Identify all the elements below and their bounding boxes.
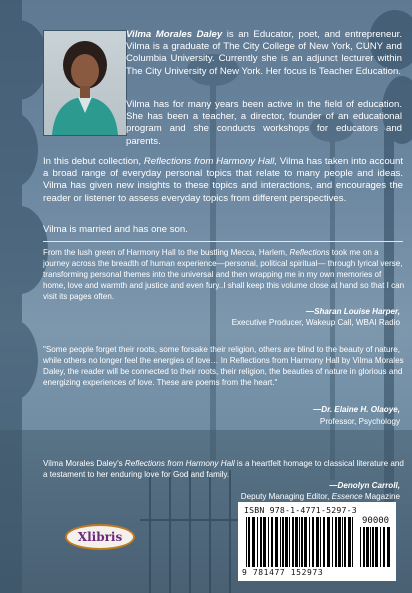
bio-paragraph-4: Vilma is married and has one son. <box>43 224 188 235</box>
review-1-role: Executive Producer, Wakeup Call, WBAI Radio <box>231 318 400 327</box>
bio-intro-text: is an Educator, poet, and entrepreneur. Vilma is a graduate of The City College of New York, CUNY and Columbia University. Currently she is an adjunct lecturer within The City University of New York. Her focus is Teacher Education. <box>126 29 402 77</box>
review-1-author: —Sharan Louise Harper, <box>305 307 400 316</box>
barcode-bars <box>246 517 356 567</box>
isbn-barcode <box>238 502 396 581</box>
review-1-title: Reflections <box>289 248 330 257</box>
publisher-logo: Xlibris <box>65 524 135 550</box>
price-barcode-bars <box>360 527 392 567</box>
review-1-end: took me on a journey across the breadth of human experience—personal, political spiritual— through lyrical verse, transforming personal themes into the universal and then wrapping me in my own memories of home, love and warmth and justice and even fury..I shall keep this volume close at hand so that I can visit its pages often. <box>43 248 405 301</box>
review-1-start: From the lush green of Harmony Hall to the bustling Mecca, Harlem, <box>43 248 290 257</box>
bio-paragraph-2: Vilma has for many years been active in the field of education. She has been a teacher, a director, founder of an educational program and she conducts workshops for educators and parents. <box>126 99 402 147</box>
divider <box>43 241 403 242</box>
review-3-role-end: Magazine <box>362 492 400 501</box>
review-3-role-title: Essence <box>331 492 363 501</box>
book-title-mention: Reflections from Harmony Hall, <box>143 156 278 167</box>
bio-paragraph-3 <box>43 156 403 205</box>
bio-p3-start: In this debut collection, <box>43 156 144 167</box>
review-3-role-start: Deputy Managing Editor, <box>240 492 332 501</box>
review-2-author: —Dr. Elaine H. Olaoye, <box>313 405 400 414</box>
review-3-title: Reflections from Harmony Hall <box>124 459 235 468</box>
barcode-digits: 9 781477 152973 <box>242 568 324 577</box>
author-name: Vilma Morales Daley <box>126 29 223 40</box>
review-3-start: Vilma Morales Daley's <box>43 459 125 468</box>
review-1-text <box>43 247 405 302</box>
review-3-end: is a heartfelt homage to classical literature and a testament to her enduring love for God and family. <box>43 459 404 479</box>
bio-p3-end: Vilma has taken into account a broad range of everyday personal topics that relate to many people and ideas. Vilma has given new insights to these topics and interactions, and encourages the reader or listener to assess everyday topics from different perspectives. <box>43 156 403 204</box>
author-bio-intro <box>126 29 402 78</box>
review-2-role: Professor, Psychology <box>319 417 400 426</box>
price-code: 90000 <box>362 516 390 526</box>
review-3-text <box>43 458 405 480</box>
isbn-number: ISBN 978-1-4771-5297-3 <box>244 505 357 515</box>
review-3-author: —Denolyn Carroll, <box>329 481 400 490</box>
review-2-text: "Some people forget their roots, some forsake their religion, others are blind to the beauty of nature, while others no longer feel the energies of love… In Reflections from Harmony Hall by Vilma Morales Daley, the reader will be connected to their roots, their religion, the beauties of nature in glorious and energizing experiences of love. These are poems from the heart." <box>43 345 404 387</box>
review-3-role <box>241 491 400 502</box>
author-photo <box>43 30 127 136</box>
